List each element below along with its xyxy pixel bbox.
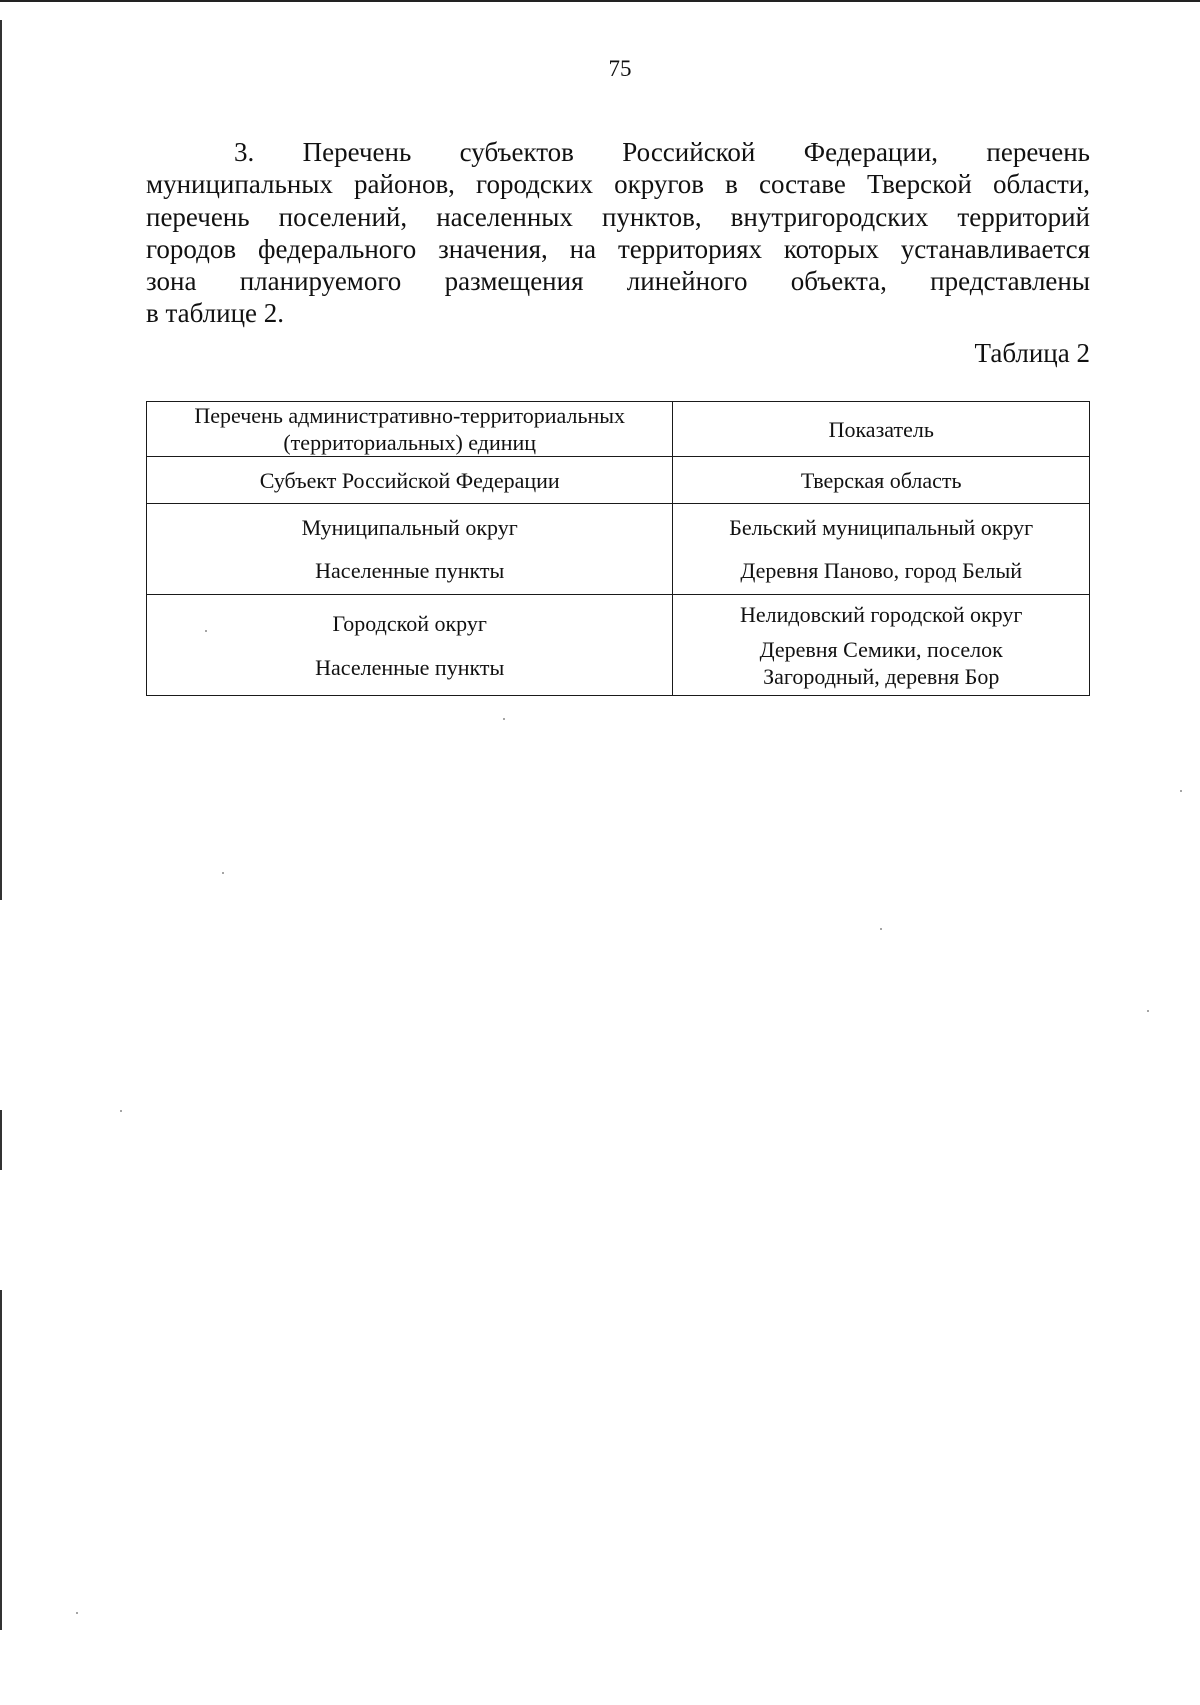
table-caption: Таблица 2	[974, 338, 1090, 368]
scan-speck	[205, 630, 207, 632]
scan-left-edge	[0, 20, 2, 900]
cell-line: Деревня Паново, город Белый	[740, 558, 1023, 583]
scan-left-edge-mark	[0, 1110, 2, 1170]
cell-line: Населенные пункты	[315, 654, 505, 680]
table-cell	[673, 504, 1090, 595]
table-cell	[673, 595, 1090, 696]
intro-paragraph	[146, 136, 1090, 330]
intro-line: 3. Перечень субъектов Российской Федерации, перечень	[234, 137, 1090, 167]
table-cell: Тверская область	[673, 457, 1090, 504]
scan-speck	[120, 1110, 122, 1112]
scan-speck	[880, 928, 882, 930]
territorial-units-table	[146, 401, 1090, 696]
cell-line: Городской округ	[332, 610, 487, 636]
table-cell	[147, 595, 673, 696]
scan-speck	[1180, 790, 1182, 792]
intro-line: зона планируемого размещения линейного объекта, представлены	[146, 266, 1090, 297]
table-cell: Субъект Российской Федерации	[147, 457, 673, 504]
scan-speck	[503, 718, 505, 720]
header-cell-units	[147, 402, 673, 457]
intro-line: муниципальных районов, городских округов в составе Тверской области,	[146, 169, 1090, 200]
table-row	[147, 595, 1090, 696]
scan-speck	[76, 1612, 78, 1614]
intro-line: городов федерального значения, на территориях которых устанавливается	[146, 233, 1090, 264]
cell-line: Населенные пункты	[315, 558, 505, 583]
cell-line: Деревня Семики, поселок	[759, 636, 1003, 662]
cell-line: Загородный, деревня Бор	[763, 663, 1000, 689]
table-header-row	[147, 402, 1090, 457]
intro-line: перечень поселений, населенных пунктов, внутригородских территорий	[146, 201, 1090, 232]
page-top-border	[0, 0, 1200, 2]
scan-speck	[1147, 1010, 1149, 1012]
cell-line: Нелидовский городской округ	[739, 601, 1023, 627]
intro-line: в таблице 2.	[146, 298, 285, 329]
table-cell	[147, 504, 673, 595]
scan-left-edge-lower	[0, 1290, 2, 1630]
cell-line: Бельский муниципальный округ	[729, 515, 1034, 540]
header-units-line: (территориальных) единиц	[283, 430, 537, 455]
header-cell-indicator: Показатель	[673, 402, 1090, 457]
page-number: 75	[608, 56, 632, 81]
cell-line: Муниципальный округ	[301, 515, 518, 540]
table-row	[147, 457, 1090, 504]
table-row	[147, 504, 1090, 595]
header-units-line: Перечень административно-территориальных	[194, 403, 626, 428]
scan-speck	[222, 872, 224, 874]
